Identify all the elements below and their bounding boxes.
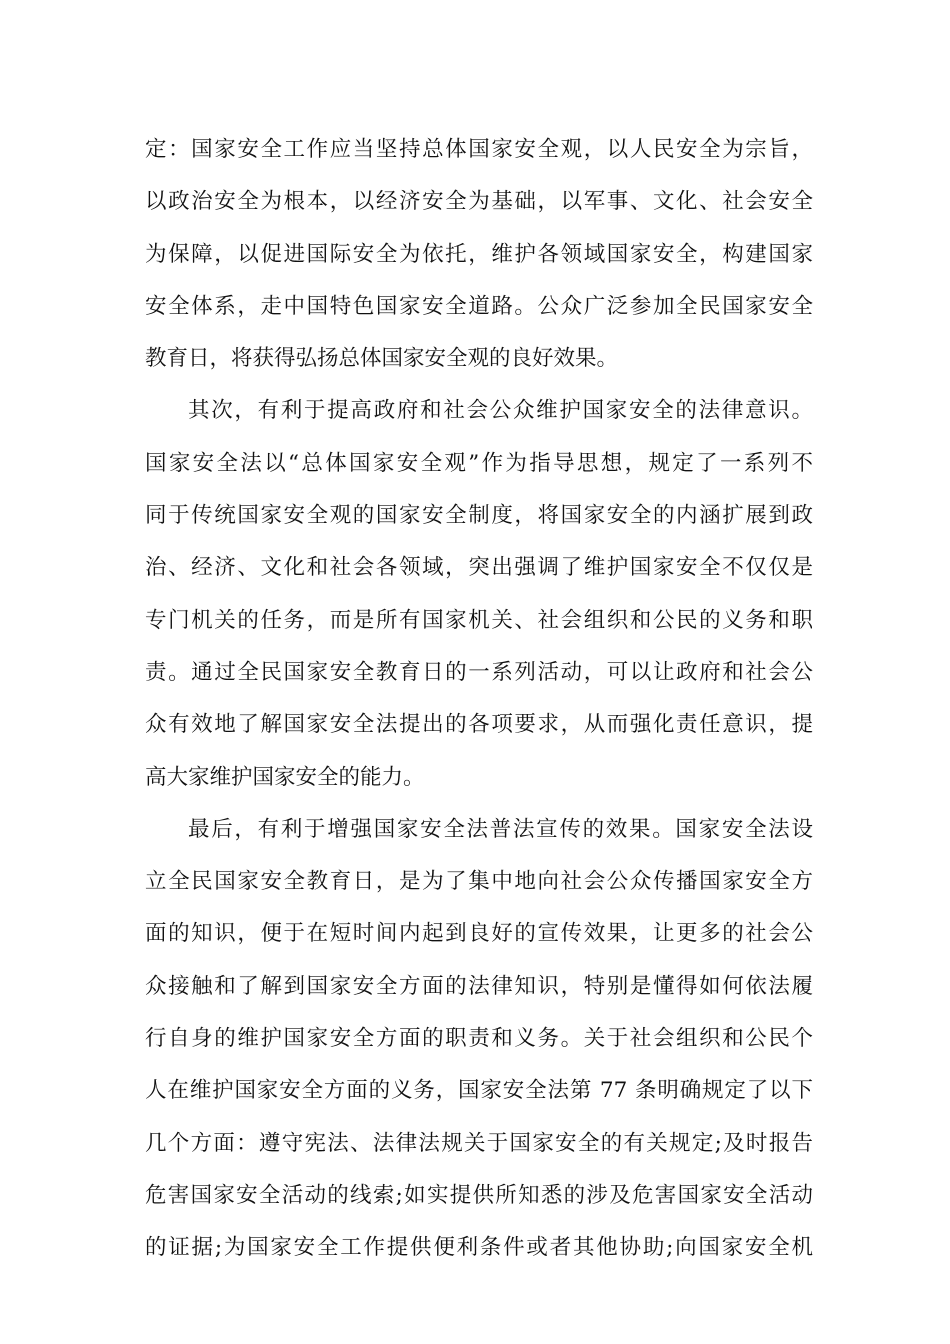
text-line: 人在维护国家安全方面的义务，国家安全法第 77 条明确规定了以下 — [145, 1078, 813, 1104]
paragraph-start-line: 其次，有利于提高政府和社会公众维护国家安全的法律意识。 — [188, 398, 813, 424]
text-line: 几个方面：遵守宪法、法律法规关于国家安全的有关规定;及时报告 — [145, 1130, 813, 1156]
body-text — [145, 124, 813, 1275]
text-line: 教育日，将获得弘扬总体国家安全观的良好效果。 — [145, 346, 619, 372]
text-line: 众有效地了解国家安全法提出的各项要求，从而强化责任意识，提 — [145, 712, 813, 738]
text-line: 众接触和了解到国家安全方面的法律知识，特别是懂得如何依法履 — [145, 973, 813, 999]
text-line: 立全民国家安全教育日，是为了集中地向社会公众传播国家安全方 — [145, 869, 813, 895]
text-line: 行自身的维护国家安全方面的职责和义务。关于社会组织和公民个 — [145, 1026, 813, 1052]
text-line: 的证据;为国家安全工作提供便利条件或者其他协助;向国家安全机 — [145, 1235, 813, 1261]
text-line: 以政治安全为根本，以经济安全为基础，以军事、文化、社会安全 — [145, 189, 813, 215]
paragraph-start-line: 最后，有利于增强国家安全法普法宣传的效果。国家安全法设 — [188, 816, 813, 842]
text-line: 国家安全法以“总体国家安全观”作为指导思想，规定了一系列不 — [145, 450, 813, 476]
text-line: 专门机关的任务，而是所有国家机关、社会组织和公民的义务和职 — [145, 607, 813, 633]
text-line: 责。通过全民国家安全教育日的一系列活动，可以让政府和社会公 — [145, 659, 813, 685]
text-line: 定：国家安全工作应当坚持总体国家安全观，以人民安全为宗旨， — [145, 137, 813, 162]
text-line: 面的知识，便于在短时间内起到良好的宣传效果，让更多的社会公 — [145, 921, 813, 947]
text-line: 治、经济、文化和社会各领域，突出强调了维护国家安全不仅仅是 — [145, 555, 813, 581]
text-line: 安全体系，走中国特色国家安全道路。公众广泛参加全民国家安全 — [145, 293, 813, 319]
text-line: 危害国家安全活动的线索;如实提供所知悉的涉及危害国家安全活动 — [145, 1182, 813, 1208]
text-line: 为保障，以促进国际安全为依托，维护各领域国家安全，构建国家 — [145, 241, 813, 267]
text-line: 同于传统国家安全观的国家安全制度，将国家安全的内涵扩展到政 — [145, 503, 813, 529]
text-line: 高大家维护国家安全的能力。 — [145, 764, 425, 790]
